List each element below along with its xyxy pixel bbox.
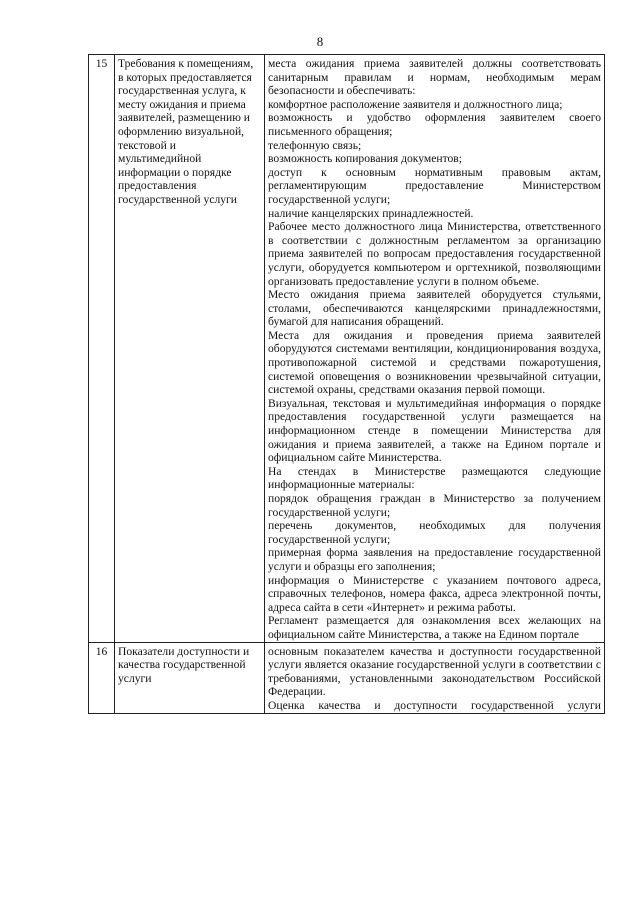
regulation-table <box>88 54 605 714</box>
content-paragraph: Регламент размещается для ознакомления всех желающих на официальном сайте Министерства, а также на Едином портале <box>268 614 601 641</box>
content-paragraph: Места для ожидания и проведения приема заявителей оборудуются системами вентиляции, кондиционирования воздуха, противопожарной системой и средствами пожаротушения, системой оповещения о возникновении чрезвычайной ситуации, системой охраны, средствами оказания первой помощи. <box>268 328 601 397</box>
row-number: 15 <box>89 55 115 643</box>
page-number: 8 <box>316 34 324 49</box>
requirement-title: Требования к помещениям, в которых предоставляется государственная услуга, к месту ожидания и приема заявителей, размещению и оформлению визуальной, текстовой и мультимедийной информации о порядке предоставления государственной услуги <box>115 55 265 643</box>
content-paragraph: телефонную связь; <box>268 138 362 152</box>
content-paragraph: основным показателем качества и доступности государственной услуги является оказание государственной услуги в соответствии с требованиями, установленными законодательством Российской Федерации. <box>268 644 601 699</box>
content-paragraph: места ожидания приема заявителей должны соответствовать санитарным правилам и нормам, необходимым мерам безопасности и обеспечивать: <box>268 57 601 98</box>
requirement-content <box>265 642 605 713</box>
table-row-15 <box>89 55 605 643</box>
requirement-content <box>265 55 605 643</box>
content-paragraph: возможность копирования документов; <box>268 152 463 166</box>
content-paragraph: примерная форма заявления на предоставление государственной услуги и образцы его заполнения; <box>268 546 601 573</box>
row-number: 16 <box>89 642 115 713</box>
content-paragraph: Место ожидания приема заявителей оборудуется стульями, столами, обеспечиваются канцелярскими принадлежностями, бумагой для написания обращений. <box>268 288 601 329</box>
content-paragraph: комфортное расположение заявителя и должностного лица; <box>268 97 563 111</box>
requirement-title: Показатели доступности и качества государственной услуги <box>115 642 265 713</box>
content-paragraph: перечень документов, необходимых для получения государственной услуги; <box>268 519 601 546</box>
content-paragraph: Визуальная, текстовая и мультимедийная информация о порядке предоставления государственной услуги размещается на информационном стенде в помещении Министерства для ожидания и приема заявителей, а также на Едином портале и официальном сайте Министерства. <box>268 396 601 465</box>
content-paragraph: возможность и удобство оформления заявителем своего письменного обращения; <box>268 111 601 138</box>
content-paragraph: наличие канцелярских принадлежностей. <box>268 206 474 220</box>
table-row-16 <box>89 642 605 713</box>
content-paragraph: Оценка качества и доступности государственной услуги <box>268 698 601 712</box>
content-paragraph: На стендах в Министерстве размещаются следующие информационные материалы: <box>268 464 601 492</box>
content-paragraph: Рабочее место должностного лица Министерства, ответственного в соответствии с должностным регламентом за организацию приема заявителей по вопросам предоставления государственной услуги, оборудуется компьютером и оргтехникой, позволяющими организовать предоставление услуги в полном объеме. <box>268 220 601 288</box>
content-paragraph: информация о Министерстве с указанием почтового адреса, справочных телефонов, номера факса, адреса электронной почты, адреса сайта в сети «Интернет» и режима работы. <box>268 573 601 614</box>
content-paragraph: доступ к основным нормативным правовым актам, регламентирующим предоставление Министерством государственной услуги; <box>268 165 601 206</box>
content-paragraph: порядок обращения граждан в Министерство за получением государственной услуги; <box>268 492 601 519</box>
